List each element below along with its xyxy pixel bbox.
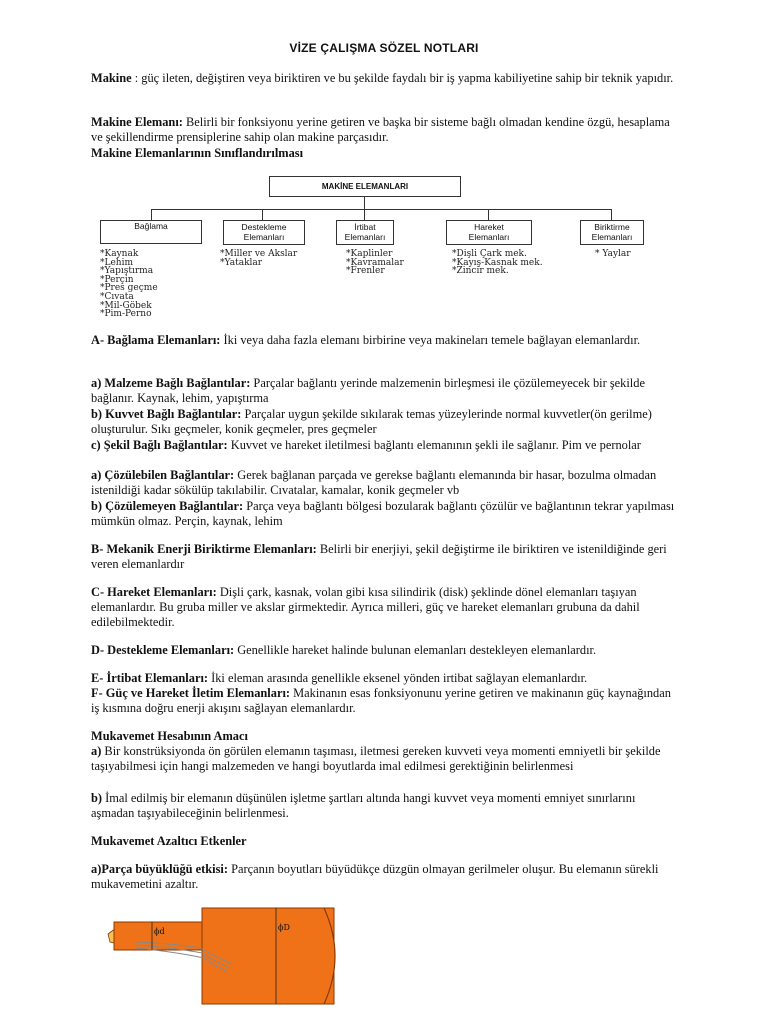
parca-buyuklugu (91, 862, 681, 892)
category-items-hareket: *Dişli Çark mek. *Kayış-Kasnak mek. *Zincir mek. (452, 249, 543, 277)
section-B (91, 542, 681, 572)
definition-text: Parçanın boyutları büyüdükçe düzgün olmayan gerilmeler oluşur. Bu elemanın sürekli mukavemetini azaltır. (91, 862, 659, 892)
stepped-shaft-illustration (96, 906, 346, 1016)
term: F- Güç ve Hareket İletim Elemanları: (91, 686, 291, 700)
category-items-baglama: *Kaynak *Lehim *Yapıştırma *Perçin *Pres geçme *Cıvata *Mil-Göbek *Pim-Perno (100, 249, 158, 320)
makine-definition (91, 71, 681, 86)
term: C- Hareket Elemanları: (91, 585, 217, 599)
azaltici-heading: Mukavemet Azaltıcı Etkenler (91, 834, 247, 848)
category-box-irtibat: İrtibat Elemanları (336, 220, 394, 245)
definition-text: Gerek bağlanan parçada ve gerekse bağlantı elemanında bir hasar, bozulma olmadan istenildiği kadar sökülüp takılabilir. Cıvatalar, kamalar, konik geçmeler vb (91, 468, 657, 498)
definition-text: İki eleman arasında genellikle eksenel yönden irtibat sağlayan elemanlardır. (208, 671, 588, 685)
category-box-destekleme: Destekleme Elemanları (223, 220, 305, 245)
definition-text: Parçalar uygun şekilde sıkılarak temas yüzeylerinde normal kuvvetler(ön gerilme) oluşturulur. Sıkı geçmeler, konik geçmeler, pres geçmeler (91, 407, 652, 437)
term: B- Mekanik Enerji Biriktirme Elemanları: (91, 542, 317, 556)
connector-line (611, 209, 612, 220)
term: Makine Elemanı: (91, 115, 183, 129)
definition-text: İmal edilmiş bir elemanın düşünülen işletme şartları altında hangi kuvvet veya momenti emniyet sınırlarını aşmadan taşıyabileceğinin belirlenmesi. (91, 791, 636, 821)
section-F (91, 686, 681, 716)
definition-text: İki veya daha fazla elemanı birbirine veya makineları temele bağlayan elemanlardır. (220, 333, 641, 347)
mukavemet-heading: Mukavemet Hesabının Amacı (91, 729, 248, 743)
term: c) Şekil Bağlı Bağlantılar: (91, 438, 228, 452)
connector-line (262, 209, 263, 220)
term: b) (91, 791, 103, 805)
category-items-destekleme: *Miller ve Akslar *Yataklar (220, 249, 298, 268)
category-items-biriktirme: * Yaylar (595, 249, 631, 259)
term: A- Bağlama Elemanları: (91, 333, 221, 347)
mukavemet-b (91, 791, 681, 821)
term: a) Malzeme Bağlı Bağlantılar: (91, 376, 251, 390)
item-a2 (91, 468, 681, 498)
diagram-root-box: MAKİNE ELEMANLARI (269, 176, 461, 197)
item-b2 (91, 499, 681, 529)
section-D (91, 643, 681, 658)
item-a1 (91, 376, 681, 406)
term: D- Destekleme Elemanları: (91, 643, 235, 657)
section-C (91, 585, 681, 631)
definition-text: Dişli çark, kasnak, volan gibi kısa silindirik (disk) şeklinde dönel elemanları taşıyan elemanlardır. Bu gruba miller ve akslar girmektedir. Ayrıca milleri, güç ve hareket elemanları grubuna da dahil edilebilmektedir. (91, 585, 640, 630)
definition-text: Belirli bir enerjiyi, şekil değiştirme ile biriktiren ve istenildiğinde geri veren elemanlardır (91, 542, 667, 572)
connector-line (151, 209, 152, 220)
definition-text: Genellikle hareket halinde bulunan elemanları destekleyen elemanlardır. (234, 643, 597, 657)
connector-line (488, 209, 489, 220)
mukavemet-a (91, 744, 681, 774)
large-diameter-label: ϕD (278, 923, 290, 932)
term: E- İrtibat Elemanları: (91, 671, 209, 685)
term: a) (91, 744, 102, 758)
term: b) Çözülemeyen Bağlantılar: (91, 499, 244, 513)
classification-heading: Makine Elemanlarının Sınıflandırılması (91, 146, 304, 160)
definition-text: Parça veya bağlantı bölgesi bozularak bağlantı çözülür ve bağlantının tekrar yapılması mümkün olmaz. Perçin, kaynak, lehim (91, 499, 675, 529)
classification-diagram (96, 174, 666, 324)
term: a)Parça büyüklüğü etkisi: (91, 862, 229, 876)
connector-line (364, 209, 365, 220)
category-box-biriktirme: Biriktirme Elemanları (580, 220, 644, 245)
definition-text: Bir konstrüksiyonda ön görülen elemanın taşıması, iletmesi gereken kuvveti veya momenti emniyetli bir şekilde taşıyabilmesi için hangi malzemeden ve hangi boyutlarda imal edilmesi gerektiğinin belirlenmesi (91, 744, 661, 774)
definition-text: Belirli bir fonksiyonu yerine getiren ve başka bir sisteme bağlı olmadan kendine özgü, hesaplama ve şekillendirme prensiplerine sahip olan makine parçasıdır. (91, 115, 670, 145)
shaft-large-section (202, 908, 334, 1004)
item-c1 (91, 438, 681, 453)
definition-text: Kuvvet ve hareket iletilmesi bağlantı elemanının şekli ile sağlanır. Pim ve pernolar (227, 438, 641, 452)
page-title: VİZE ÇALIŞMA SÖZEL NOTLARI (289, 41, 479, 55)
term: a) Çözülebilen Bağlantılar: (91, 468, 235, 482)
small-diameter-label: ϕd (154, 927, 165, 936)
definition-text: : güç ileten, değiştiren veya biriktiren ve bu şekilde faydalı bir iş yapma kabiliyetine sahip bir teknik yapıdır. (131, 71, 674, 85)
definition-text: Parçalar bağlantı yerinde malzemenin birleşmesi ile çözülemeyecek bir şekilde bağlanır. Kaynak, lehim, yapıştırma (91, 376, 645, 406)
makine-elemani-definition (91, 115, 681, 145)
category-box-baglama (100, 220, 202, 244)
connector-line (364, 196, 365, 209)
connector-line (151, 209, 611, 210)
category-box-hareket: Hareket Elemanları (446, 220, 532, 245)
section-E (91, 671, 681, 686)
section-A (91, 333, 681, 348)
item-b1 (91, 407, 681, 437)
definition-text: Makinanın esas fonksiyonunu yerine getiren ve makinanın güç kaynağından iş kısmına doğru enerji akışını sağlayan elemanlardır. (91, 686, 671, 716)
term: b) Kuvvet Bağlı Bağlantılar: (91, 407, 242, 421)
term: Makine (91, 71, 132, 85)
category-label: Bağlama (134, 221, 168, 231)
category-items-irtibat: *Kaplinler *Kavramalar *Frenler (346, 249, 404, 277)
